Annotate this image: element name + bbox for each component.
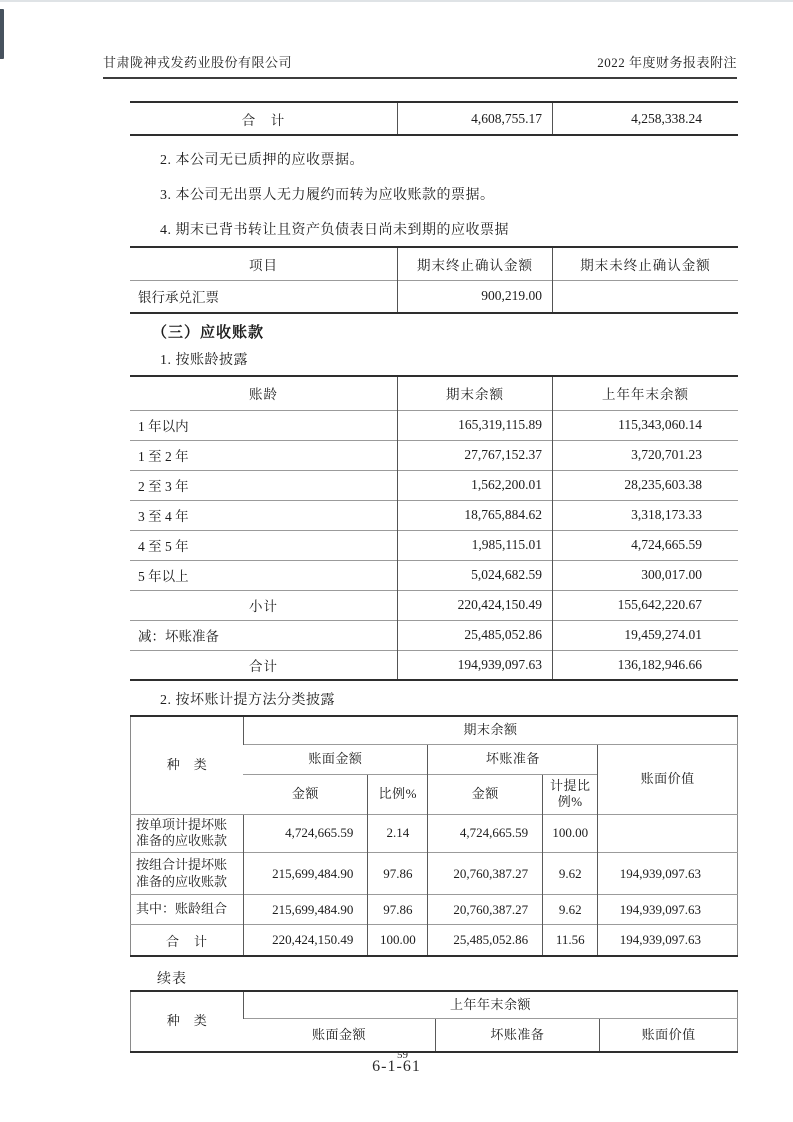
page-footer (0, 1050, 793, 1076)
subsection-provision-method: 2. 按坏账计提方法分类披露 (160, 693, 335, 708)
page-number: 6-1-61 (372, 1058, 421, 1075)
ratio-value: 97.86 (368, 895, 428, 925)
row-label: 2 至 3 年 (130, 470, 398, 500)
provision-ratio-value: 11.56 (543, 925, 598, 956)
document-header (103, 52, 737, 79)
opening-value: 136,182,946.66 (553, 650, 738, 680)
col-header-provision-ratio: 计提比例% (543, 774, 598, 814)
row-label: 合计 (130, 650, 398, 680)
table-row-individual-provision (131, 814, 738, 853)
opening-value: 4,724,665.59 (553, 530, 738, 560)
row-label: 小计 (130, 590, 398, 620)
note-4: 4. 期末已背书转让且资产负债表日尚未到期的应收票据 (160, 223, 509, 238)
col-header-bad-debt-provision: 坏账准备 (428, 744, 598, 774)
col-header-category: 种 类 (166, 1013, 208, 1029)
provision-ratio-value: 9.62 (543, 895, 598, 925)
col-header-closing-balance-group: 期末余额 (243, 716, 737, 744)
table-row-1-2y (130, 440, 738, 470)
closing-value: 165,319,115.89 (398, 410, 553, 440)
table-header-row (131, 716, 738, 744)
table-row-aging-portfolio (131, 895, 738, 925)
book-value: 194,939,097.63 (598, 925, 738, 956)
opening-value: 3,318,173.33 (553, 500, 738, 530)
col-header-item: 项目 (249, 257, 278, 273)
opening-value: 19,459,274.01 (553, 620, 738, 650)
col-header-book-value: 账面价值 (600, 1019, 738, 1052)
table-header-row (131, 991, 738, 1019)
opening-value: 3,720,701.23 (553, 440, 738, 470)
amount-value: 220,424,150.49 (243, 925, 367, 956)
col-header-opening-balance: 上年年末余额 (553, 376, 738, 410)
notes-receivable-total-table (130, 101, 738, 136)
ratio-value: 2.14 (368, 814, 428, 853)
col-header-ratio-1: 比例% (368, 774, 428, 814)
provision-ratio-value: 100.00 (543, 814, 598, 853)
provision-value: 20,760,387.27 (428, 853, 543, 895)
subsection-aging-disclosure: 1. 按账龄披露 (160, 353, 248, 368)
ratio-value: 97.86 (368, 853, 428, 895)
table-header-row (130, 247, 738, 280)
provision-method-table (130, 715, 738, 957)
col-header-category: 种 类 (166, 757, 208, 773)
total-closing-value: 4,608,755.17 (398, 102, 553, 135)
row-label: 1 至 2 年 (130, 440, 398, 470)
table-row-group-provision (131, 853, 738, 895)
closing-value: 27,767,152.37 (398, 440, 553, 470)
note-3: 3. 本公司无出票人无力履约而转为应收账款的票据。 (160, 188, 495, 203)
table-row-3-4y (130, 500, 738, 530)
closing-value: 18,765,884.62 (398, 500, 553, 530)
section-title-accounts-receivable: （三）应收账款 (152, 325, 265, 341)
ratio-value: 100.00 (368, 925, 428, 956)
aging-table (130, 375, 738, 681)
col-header-opening-balance-group: 上年年末余额 (243, 991, 737, 1019)
table-row-less-provision (130, 620, 738, 650)
table-row-total (130, 650, 738, 680)
bank-acceptance-derecognized: 900,219.00 (398, 280, 553, 313)
row-label: 合 计 (131, 925, 244, 956)
continued-table-label: 续表 (157, 971, 187, 987)
scan-binding-mark (0, 9, 4, 59)
book-value (598, 814, 738, 853)
closing-value: 1,562,200.01 (398, 470, 553, 500)
provision-ratio-value: 9.62 (543, 853, 598, 895)
document-title: 2022 年度财务报表附注 (597, 55, 737, 70)
table-row-4-5y (130, 530, 738, 560)
col-header-derecognized: 期末终止确认金额 (398, 247, 553, 280)
provision-value: 4,724,665.59 (428, 814, 543, 853)
table-row-within-1y (130, 410, 738, 440)
col-header-book-balance: 账面金额 (243, 744, 428, 774)
table-row-over-5y (130, 560, 738, 590)
row-label: 5 年以上 (130, 560, 398, 590)
closing-value: 5,024,682.59 (398, 560, 553, 590)
col-header-amount-1: 金额 (243, 774, 367, 814)
closing-value: 194,939,097.63 (398, 650, 553, 680)
provision-value: 25,485,052.86 (428, 925, 543, 956)
row-label: 3 至 4 年 (130, 500, 398, 530)
table-row-subtotal (130, 590, 738, 620)
row-label: 其中：账龄组合 (131, 895, 244, 925)
amount-value: 215,699,484.90 (243, 895, 367, 925)
table-row-2-3y (130, 470, 738, 500)
company-name: 甘肃陇神戎发药业股份有限公司 (103, 55, 293, 70)
row-label: 4 至 5 年 (130, 530, 398, 560)
table-row (130, 102, 738, 135)
opening-value: 300,017.00 (553, 560, 738, 590)
total-row-label: 合 计 (241, 112, 286, 128)
scan-edge-artifact (0, 0, 793, 2)
row-label: 减：坏账准备 (130, 620, 398, 650)
note-2: 2. 本公司无已质押的应收票据。 (160, 153, 364, 168)
document-body (130, 96, 738, 1053)
bank-acceptance-label: 银行承兑汇票 (130, 280, 398, 313)
col-header-age: 账龄 (249, 387, 278, 403)
book-value: 194,939,097.63 (598, 853, 738, 895)
table-header-row (130, 376, 738, 410)
row-label: 按单项计提坏账准备的应收账款 (131, 814, 244, 853)
table-row (130, 280, 738, 313)
opening-value: 155,642,220.67 (553, 590, 738, 620)
provision-method-table-continued (130, 990, 738, 1053)
closing-value: 25,485,052.86 (398, 620, 553, 650)
bank-acceptance-not-derecognized (553, 280, 738, 313)
total-opening-value: 4,258,338.24 (553, 102, 738, 135)
opening-value: 28,235,603.38 (553, 470, 738, 500)
amount-value: 215,699,484.90 (243, 853, 367, 895)
col-header-bad-debt-provision: 坏账准备 (435, 1019, 599, 1052)
endorsed-notes-table (130, 246, 738, 314)
closing-value: 220,424,150.49 (398, 590, 553, 620)
row-label: 1 年以内 (130, 410, 398, 440)
opening-value: 115,343,060.14 (553, 410, 738, 440)
col-header-closing-balance: 期末余额 (398, 376, 553, 410)
col-header-book-value: 账面价值 (598, 744, 738, 814)
provision-value: 20,760,387.27 (428, 895, 543, 925)
col-header-book-balance: 账面金额 (243, 1019, 435, 1052)
table-row-total (131, 925, 738, 956)
col-header-amount-2: 金额 (428, 774, 543, 814)
amount-value: 4,724,665.59 (243, 814, 367, 853)
page-number-superscript: 59 (397, 1049, 408, 1061)
col-header-not-derecognized: 期末未终止确认金额 (553, 247, 738, 280)
row-label: 按组合计提坏账准备的应收账款 (131, 853, 244, 895)
book-value: 194,939,097.63 (598, 895, 738, 925)
closing-value: 1,985,115.01 (398, 530, 553, 560)
